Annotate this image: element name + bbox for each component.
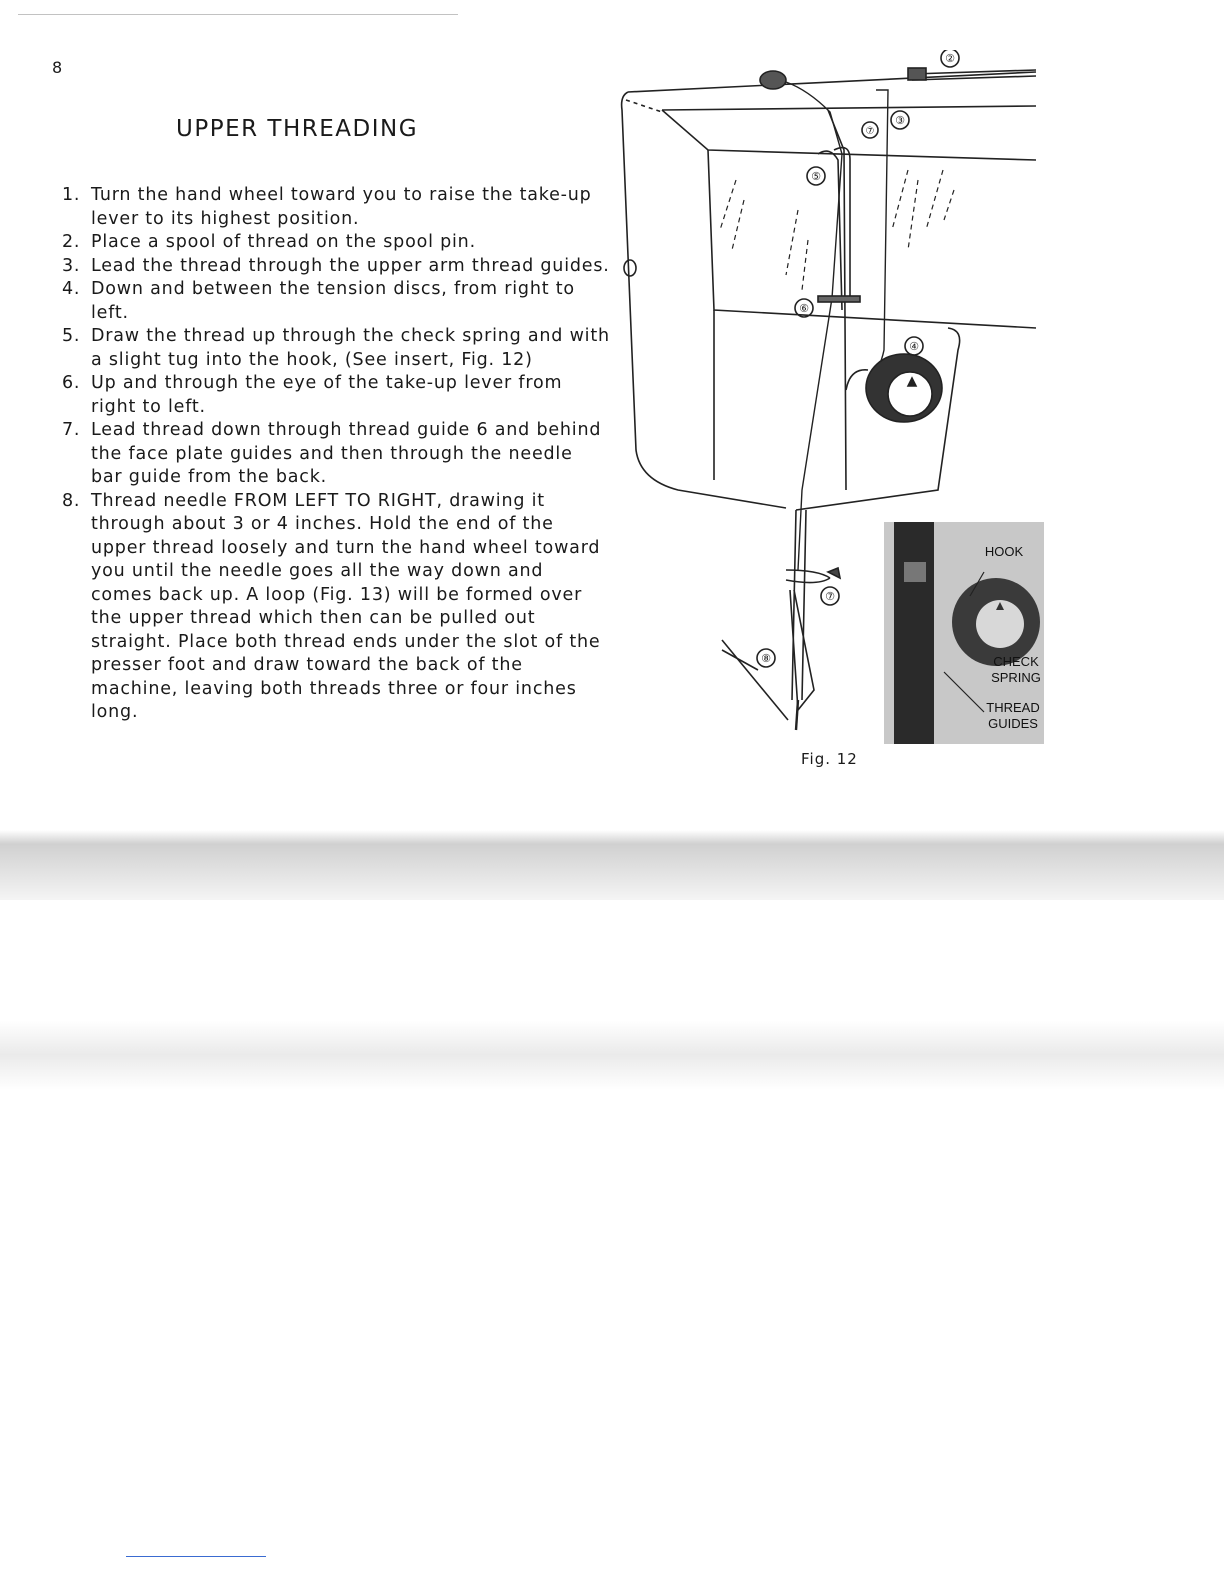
step-text: Lead thread down through thread guide 6 and behind the face plate guides and then through the needle bar guide from the back. — [91, 420, 602, 487]
needle-clamp-screw — [828, 568, 840, 578]
thread-guide-bracket — [904, 562, 926, 582]
scan-speckle-band — [0, 1020, 1224, 1090]
instruction-step — [62, 419, 610, 490]
page-number: 8 — [52, 58, 63, 77]
bottom-rule — [126, 1556, 266, 1557]
instruction-step — [62, 278, 610, 325]
scan-top-line — [18, 14, 458, 15]
instruction-step — [62, 231, 610, 255]
callout-5 — [807, 167, 825, 185]
step-number: 8. — [62, 490, 81, 511]
step-number: 7. — [62, 420, 81, 440]
svg-text:③: ③ — [895, 114, 905, 127]
page-title: UPPER THREADING — [176, 116, 419, 142]
svg-text:⑥: ⑥ — [799, 302, 809, 315]
callout-6 — [795, 299, 813, 317]
threading-figure — [618, 50, 1048, 770]
figure-caption: Fig. 12 — [801, 750, 858, 768]
step-number: 2. — [62, 232, 81, 252]
svg-text:⑧: ⑧ — [761, 652, 771, 665]
callout-2 — [941, 50, 959, 67]
callout-4 — [905, 337, 923, 355]
inset-label-check-spring: CHECK SPRING — [991, 654, 1041, 685]
instruction-step — [62, 490, 610, 725]
svg-text:⑦: ⑦ — [825, 590, 835, 603]
callout-7 — [821, 587, 839, 605]
step-number: 5. — [62, 326, 81, 346]
side-knob — [624, 260, 636, 276]
dashed-edge — [626, 100, 662, 112]
step-number: 1. — [62, 185, 81, 205]
step-text: Up and through the eye of the take-up lever from right to left. — [91, 373, 563, 417]
svg-text:②: ② — [945, 52, 955, 65]
scan-shadow-band — [0, 830, 1224, 900]
step-number: 4. — [62, 279, 81, 299]
callout-3 — [891, 111, 909, 129]
needle-clamp — [786, 570, 830, 583]
instruction-step — [62, 255, 610, 279]
callout-7-top — [862, 122, 878, 138]
step-text: Thread needle FROM LEFT TO RIGHT, drawing it through about 3 or 4 inches. Hold the end of the upper thread loosely and turn the hand wheel toward you until the needle goes all the way down and comes back up. A loop (Fig. 13) will be formed over the upper thread which then can be pulled out straight. Place both thread ends under the slot of the presser foot and draw toward the back of the machine, leaving both threads three or four inches long. — [91, 490, 601, 722]
instruction-list — [62, 184, 610, 725]
svg-text:⑤: ⑤ — [811, 170, 821, 183]
front-panel — [708, 150, 1036, 328]
step-text: Turn the hand wheel toward you to raise the take-up lever to its highest position. — [91, 185, 592, 229]
take-up-lever — [834, 148, 850, 300]
machine-top-edge — [628, 72, 1036, 92]
spool-pin — [760, 71, 786, 89]
machine-inner-edge — [662, 106, 1036, 110]
thread-tail — [722, 640, 788, 720]
check-spring — [846, 370, 868, 390]
lower-panel — [796, 328, 960, 510]
tension-dial-face — [888, 372, 932, 416]
step-text: Draw the thread up through the check spring and with a slight tug into the hook, (See insert, Fig. 12) — [91, 326, 610, 370]
inset-label-thread-guides: THREAD GUIDES — [986, 700, 1040, 731]
step-number: 3. — [62, 255, 81, 276]
take-up-lever-outline — [818, 151, 842, 310]
needle — [796, 700, 798, 730]
callout-8 — [757, 649, 775, 667]
step-text: Place a spool of thread on the spool pin. — [91, 232, 476, 252]
machine-side-dark — [894, 522, 934, 744]
svg-text:⑦: ⑦ — [865, 126, 875, 137]
instruction-step — [62, 325, 610, 372]
inset-label-hook: HOOK — [984, 544, 1024, 559]
instruction-step — [62, 372, 610, 419]
instruction-step — [62, 184, 610, 231]
step-text: Lead the thread through the upper arm thread guides. — [91, 255, 610, 276]
machine-front-edge — [622, 92, 786, 508]
inset-photo — [884, 522, 1044, 744]
callout-8-leader — [722, 650, 758, 670]
step-number: 6. — [62, 373, 81, 393]
svg-text:④: ④ — [909, 340, 919, 353]
thread-guide-2 — [908, 68, 926, 80]
step-text: Down and between the tension discs, from right to left. — [91, 279, 575, 323]
thread-guide-6 — [818, 296, 860, 302]
